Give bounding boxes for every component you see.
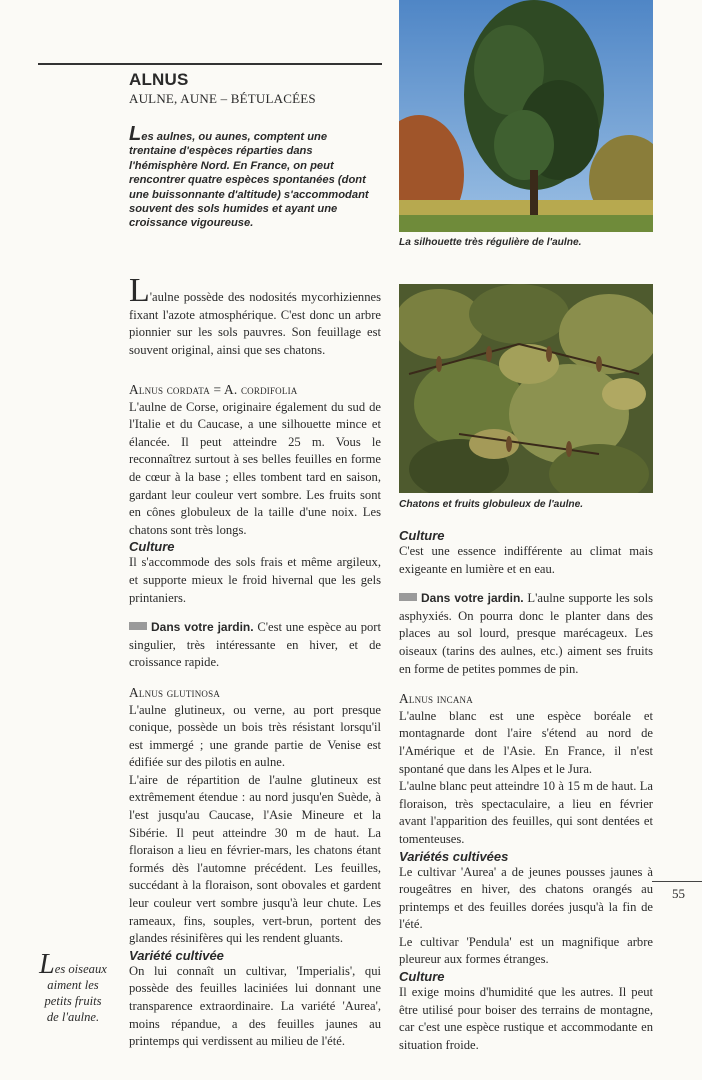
- glutinosa-culture-text: C'est une essence indifférente au climat mais exigeante en lumière et en eau.: [399, 544, 653, 576]
- margin-note-initial: L: [39, 949, 55, 980]
- incana-description-1: L'aulne blanc est une espèce boréale et montagnarde dont l'aire s'étend au nord de l'Amérique et de l'Asie. En France, il n'est spontané que dans les Alpes et le Jura.: [399, 708, 653, 776]
- text-column-right: [399, 528, 653, 1054]
- square-bullet-icon: [399, 593, 417, 601]
- section-heading-incana: Alnus incana: [399, 691, 473, 707]
- margin-note-text: es oiseaux aiment les petits fruits de l'aulne.: [44, 962, 107, 1024]
- lead-text: 'aulne possède des nodosités mycorhiziennes fixant l'azote atmosphérique. C'est donc un arbre pionnier sur les sols pauvres. Son feuillage est souvent original, ainsi que ses chatons.: [129, 290, 381, 357]
- incana-varietes-heading: Variétés cultivées: [399, 848, 509, 864]
- page-number-rule: [652, 881, 702, 882]
- glutinosa-description-2: L'aire de répartition de l'aulne glutineux est extrêmement étendue : au nord jusqu'en Suède, à l'est jusqu'au Caucase, l'Asie Mineure et la Sibérie. Il peut atteindre 30 m de haut. La floraison a lieu en février-mars, les chatons étant formés dès l'automne précédent. Les feuilles, succédant à la floraison, sont obovales et gardent leur couleur vert sombre jusqu'à leur chute. Les rameaux, fins, souples, vert-brun, portent des glandes résinifères qui les rendent gluants.: [129, 772, 381, 946]
- lead-paragraph: [129, 272, 381, 359]
- incana-description-2: L'aulne blanc peut atteindre 10 à 15 m de haut. La floraison, très spectaculaire, a lieu en février avant l'apparition des feuilles, qui sont dentées et tomenteuses.: [399, 779, 653, 846]
- lead-dropcap: L: [129, 272, 150, 309]
- genus-title: ALNUS: [129, 70, 189, 89]
- cordata-description: L'aulne de Corse, originaire également du sud de l'Italie et du Caucase, a une silhouette mince et élancée. Il peut atteindre 25 m. Vous le reconnaîtrez surtout à ses belles feuilles en forme de cœur à la base ; elles tombent tard en saison, gardant leur couleur vert sombre. Les fruits sont en cônes globuleux de la taille d'une noix. Les chatons sont très longs.: [129, 399, 381, 537]
- cordata-culture-text: Il s'accommode des sols frais et même argileux, et supporte mieux le froid hivernal que les gels printaniers.: [129, 555, 381, 605]
- intro-text: es aulnes, ou aunes, comptent une trentaine d'espèces réparties dans l'hémisphère Nord. En France, on peut rencontrer quatre espèces spontanées (dont une buissonnante d'altitude) s'accommodant souvent des sols humides et ayant une croissance vigoureuse.: [129, 131, 369, 230]
- section-heading-cordata: Alnus cordata = A. cordifolia: [129, 382, 298, 397]
- incana-culture-heading: Culture: [399, 969, 445, 985]
- cordata-culture-heading: Culture: [129, 539, 175, 555]
- text-column-left: [129, 381, 381, 1051]
- cordata-jardin: Dans votre jardin. C'est une espèce au port singulier, très intéressante en hiver, et de croissance rapide.: [129, 620, 381, 670]
- glutinosa-variete-heading: Variété cultivée: [129, 947, 224, 963]
- intro-paragraph: [129, 123, 369, 231]
- square-bullet-icon: [129, 622, 147, 630]
- photo-caption-catkins: Chatons et fruits globuleux de l'aulne.: [399, 499, 584, 510]
- page-number: 55: [672, 886, 685, 901]
- glutinosa-jardin: Dans votre jardin. L'aulne supporte les sols asphyxiés. On pourra donc le planter dans des places au sol lourd, presque marécageux. Les oiseaux (tarins des aulnes, etc.) aiment ses fruits en forme de petites pommes de pin.: [399, 591, 653, 676]
- glutinosa-description-1: L'aulne glutineux, ou verne, au port presque conique, possède un bois très résistant lorsqu'il est immergé ; une grande partie de Venise est édifiée sur des pilotis en aulne.: [129, 702, 381, 770]
- genus-subtitle: AULNE, AUNE – BÉTULACÉES: [129, 91, 316, 106]
- margin-note: [38, 949, 108, 1025]
- glutinosa-culture-heading: Culture: [399, 528, 445, 543]
- incana-varietes-text-1: Le cultivar 'Aurea' a de jeunes pousses jaunes à rougeâtres en hiver, des chatons orangés au printemps et des feuilles dorées jusqu'à la fin de l'été.: [399, 864, 653, 932]
- glutinosa-variete-text: On lui connaît un cultivar, 'Imperialis', qui possède des feuilles laciniées lui donnant une transparence extraordinaire. La variété 'Aurea', moins répandue, a des feuilles jaunes au printemps qui verdissent au milieu de l'été.: [129, 963, 381, 1049]
- incana-culture-text: Il exige moins d'humidité que les autres. Il peut être utilisé pour boiser des terrains de montagne, car c'est une espèce rustique et accommodante en situation froide.: [399, 985, 653, 1052]
- photo-caption-silhouette: La silhouette très régulière de l'aulne.: [399, 237, 582, 248]
- header-rule: [38, 63, 382, 65]
- intro-initial: L: [129, 123, 142, 145]
- section-heading-glutinosa: Alnus glutinosa: [129, 684, 221, 700]
- incana-varietes-text-2: Le cultivar 'Pendula' est un magnifique arbre pleureur aux formes étranges.: [399, 934, 653, 967]
- catkins-fruits-photo: [399, 284, 653, 493]
- tree-silhouette-photo: [399, 0, 653, 232]
